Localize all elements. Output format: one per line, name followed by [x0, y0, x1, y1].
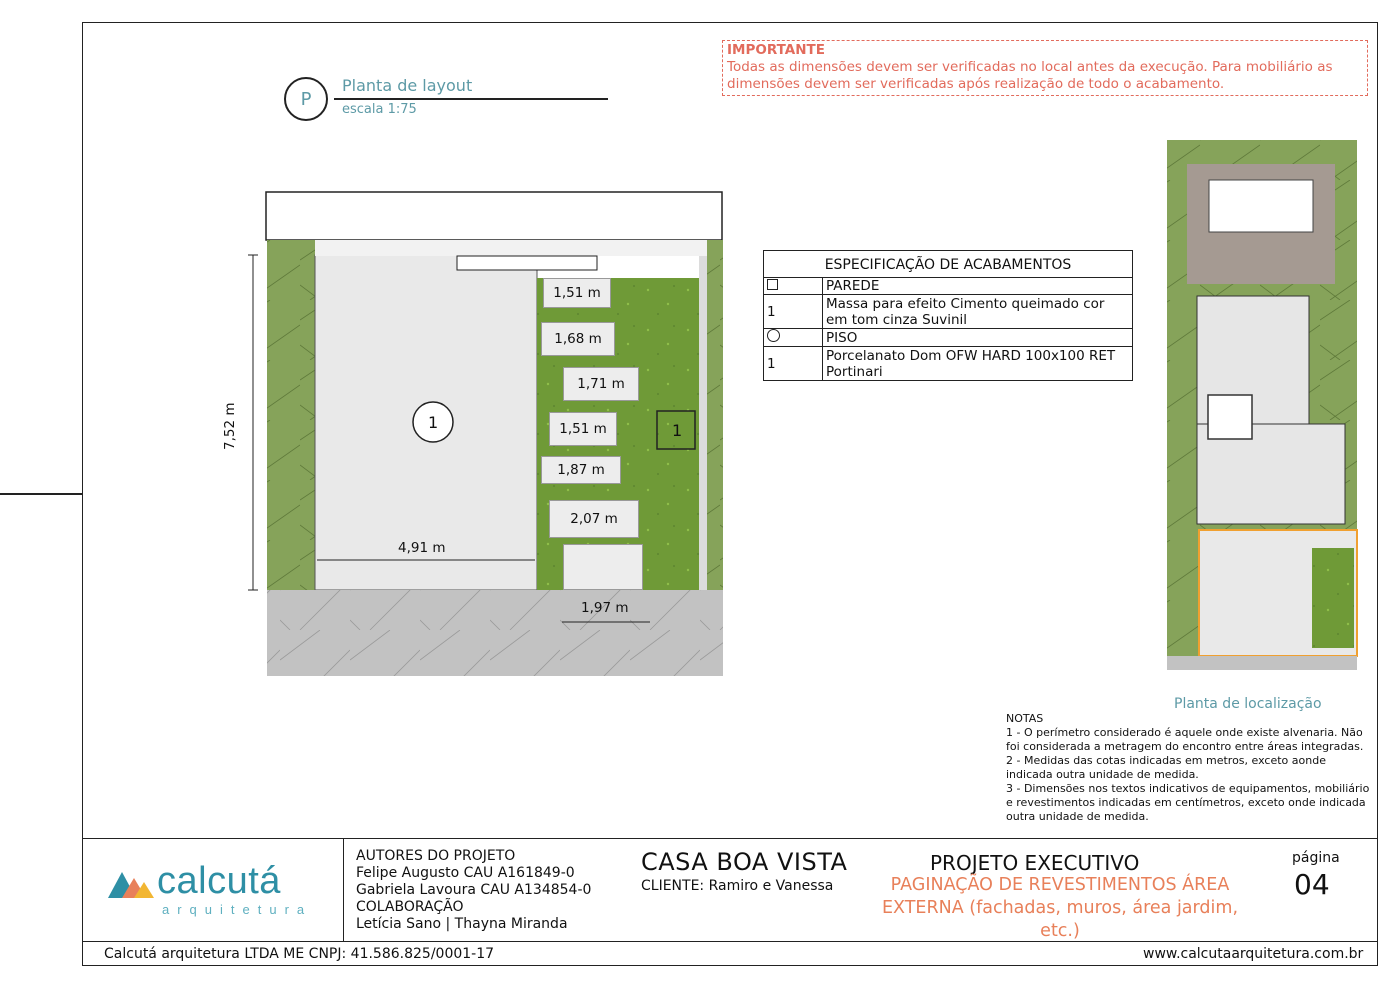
- page-number: 04: [1294, 868, 1330, 901]
- spec-row: [764, 347, 1133, 381]
- bottom-dimension: 1,97 m: [581, 600, 629, 616]
- spec-row: [764, 278, 1133, 295]
- spec-row: [764, 295, 1133, 329]
- spec-row-text: Massa para efeito Cimento queimado cor em tom cinza Suvinil: [823, 295, 1133, 329]
- finishes-spec-table: [763, 250, 1133, 381]
- website-link[interactable]: www.calcutaarquitetura.com.br: [1143, 946, 1364, 962]
- location-pool: [1209, 180, 1313, 232]
- important-heading: IMPORTANTE: [727, 42, 825, 58]
- spec-row-text: Porcelanato Dom OFW HARD 100x100 RET Portinari: [823, 347, 1133, 381]
- stepping-slab: 1,51 m: [549, 412, 617, 446]
- wall-tag: 1: [672, 421, 683, 440]
- stepping-slab: 1,71 m: [563, 367, 639, 401]
- logo-name: calcutá: [157, 860, 281, 902]
- side-wall: [699, 256, 707, 590]
- stepping-slab: 2,07 m: [549, 500, 639, 538]
- page-label: página: [1292, 850, 1340, 866]
- facade-roof: [266, 192, 722, 240]
- stepping-slab-large: [563, 544, 643, 590]
- author-2: Gabriela Lavoura CAU A134854-0: [356, 882, 592, 898]
- plan-scale: escala 1:75: [342, 102, 417, 117]
- client-name: CLIENTE: Ramiro e Vanessa: [641, 878, 834, 894]
- top-strip: [315, 240, 707, 256]
- plan-title: Planta de layout: [342, 76, 473, 95]
- height-dimension: 7,52 m: [222, 402, 238, 450]
- authors-block: [356, 848, 591, 933]
- circle-icon: [767, 329, 780, 342]
- notes-title: NOTAS: [1006, 712, 1044, 725]
- note-item: 1 - O perímetro considerado é aquele onde existe alvenaria. Não foi considerada a metragem do encontro entre áreas integradas.: [1006, 726, 1364, 753]
- project-name: CASA BOA VISTA: [641, 848, 848, 876]
- author-1: Felipe Augusto CAU A161849-0: [356, 865, 575, 881]
- company-info: Calcutá arquitetura LTDA ME CNPJ: 41.586.825/0001-17: [104, 946, 495, 962]
- grass-right: [707, 240, 723, 590]
- location-label: Planta de localização: [1174, 696, 1322, 712]
- important-line-2: dimensões devem ser verificadas após realização de todo o acabamento.: [727, 76, 1225, 92]
- collab-title: COLABORAÇÃO: [356, 899, 464, 915]
- plan-symbol: P: [284, 77, 328, 121]
- grass-left: [267, 240, 315, 590]
- collaborators: Letícia Sano | Thayna Miranda: [356, 916, 568, 932]
- sidewalk: [267, 590, 723, 676]
- authors-title: AUTORES DO PROJETO: [356, 848, 516, 864]
- spec-row-text: PISO: [823, 329, 1133, 347]
- sheet-subject: PAGINAÇÃO DE REVESTIMENTOS ÁREA EXTERNA (fachadas, muros, área jardim, etc.): [881, 875, 1239, 941]
- stepping-slab: 1,87 m: [541, 456, 621, 484]
- important-line-1: Todas as dimensões devem ser verificadas no local antes da execução. Para mobiliário as: [727, 59, 1333, 75]
- spec-row-text: PAREDE: [823, 278, 1133, 295]
- note-item: 3 - Dimensões nos textos indicativos de equipamentos, mobiliário e revestimentos indicadas em centímetros, exceto onde indicada outra unidade de medida.: [1006, 782, 1370, 823]
- stepping-slab: 1,68 m: [541, 322, 615, 356]
- spec-row-code: 1: [764, 295, 823, 329]
- spec-title: ESPECIFICAÇÃO DE ACABAMENTOS: [764, 251, 1133, 278]
- spec-row: [764, 329, 1133, 347]
- width-dimension: 4,91 m: [398, 540, 446, 556]
- note-item: 2 - Medidas das cotas indicadas em metros, exceto aonde indicada outra unidade de medida.: [1006, 754, 1326, 781]
- floor-tag: 1: [428, 413, 439, 432]
- bench: [457, 256, 597, 270]
- logo-mark-icon: [108, 872, 156, 898]
- square-icon: [767, 279, 778, 290]
- project-phase: PROJETO EXECUTIVO: [930, 851, 1140, 875]
- logo-subtitle: arquitetura: [162, 902, 313, 917]
- spec-row-code: 1: [764, 347, 823, 381]
- notes: [1006, 712, 1376, 824]
- stepping-slab: 1,51 m: [543, 278, 611, 308]
